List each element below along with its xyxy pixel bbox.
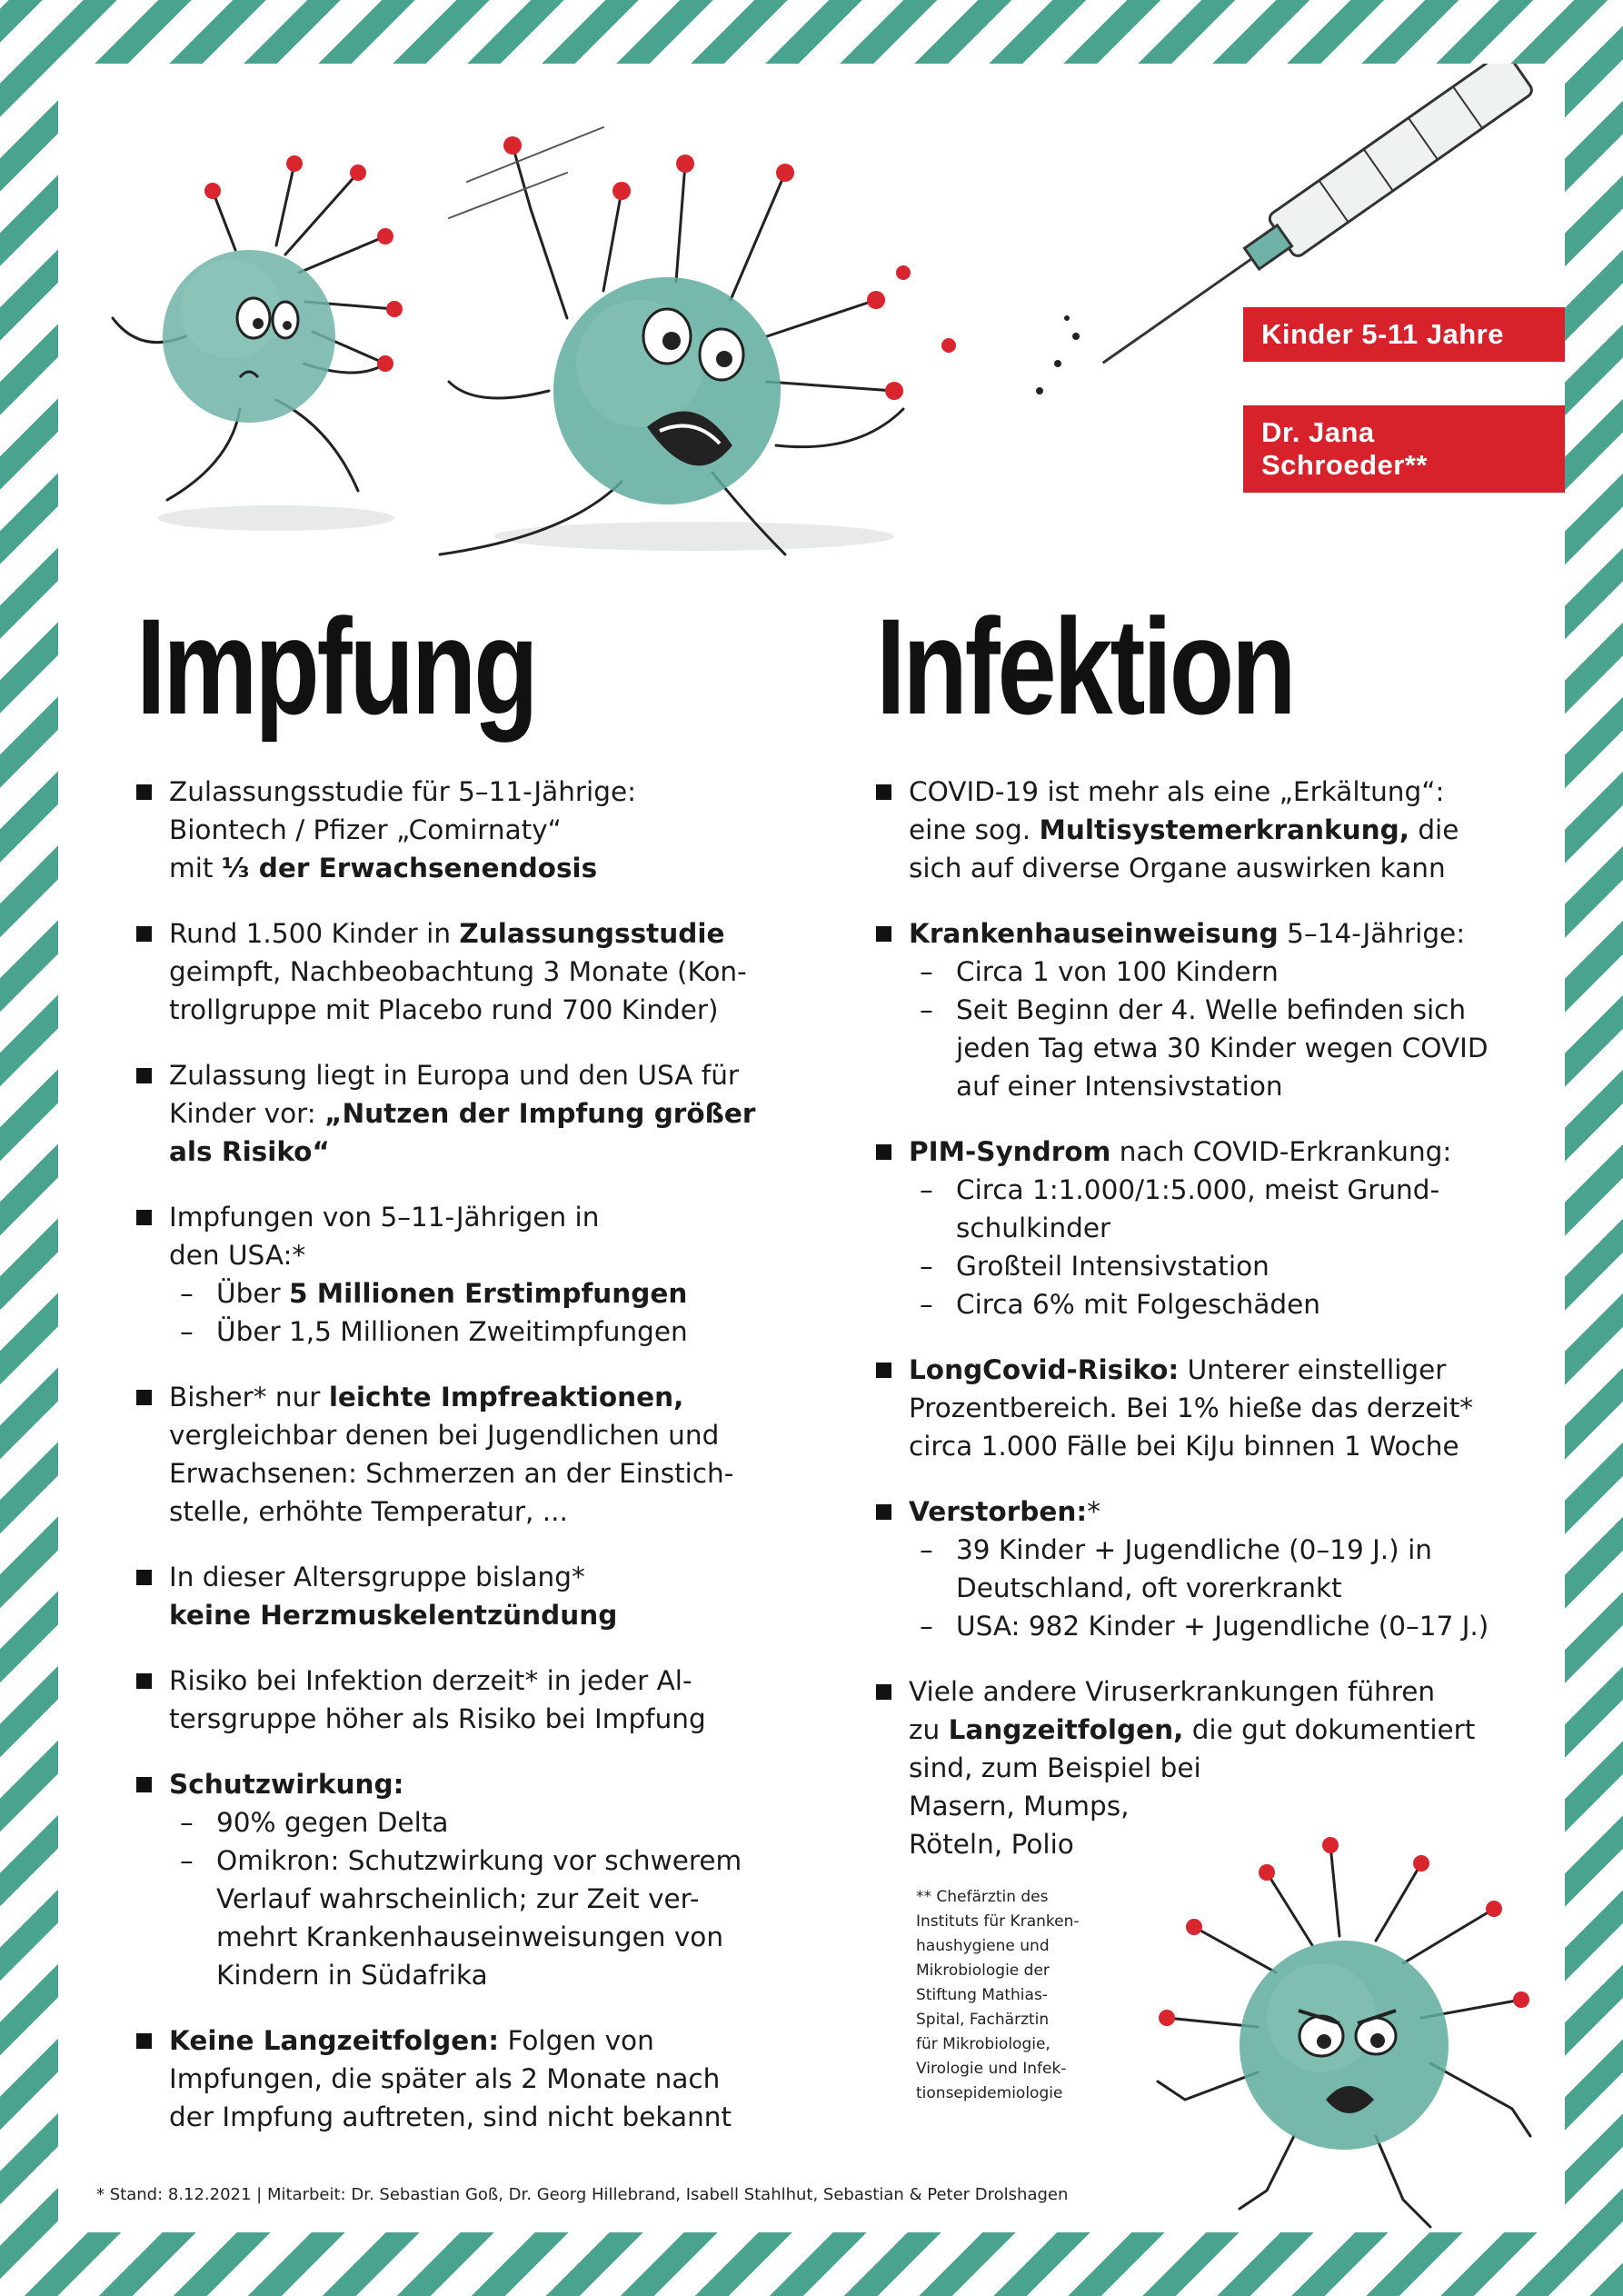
text: Masern, Mumps, xyxy=(909,1791,1130,1822)
infektion-list xyxy=(876,773,1512,1891)
bold-text: Multisystemerkrankung, xyxy=(1039,814,1409,845)
bold-text: „Nutzen der Impfung größer xyxy=(324,1098,756,1129)
text: stelle, erhöhte Temperatur, ... xyxy=(169,1496,568,1527)
list-item xyxy=(876,914,1512,1105)
text: Zulassung liegt in Europa und den USA für xyxy=(169,1060,740,1091)
bold-text: leichte Impfreaktionen, xyxy=(328,1382,684,1413)
bold-text: Verstorben: xyxy=(909,1496,1088,1527)
list-item xyxy=(136,914,772,1029)
text-line xyxy=(216,1313,772,1351)
bold-text: LongCovid-Risiko: xyxy=(909,1354,1180,1385)
list-item xyxy=(136,1378,772,1531)
list-item xyxy=(876,1492,1512,1645)
text: schulkinder xyxy=(956,1213,1111,1243)
text-line xyxy=(956,953,1512,991)
list-item xyxy=(136,1198,772,1351)
sub-list xyxy=(909,953,1512,1105)
bold-text: 5 Millionen Erstimpfungen xyxy=(288,1278,688,1309)
dash-bullet-icon: – xyxy=(180,1807,194,1838)
sub-list xyxy=(909,1531,1512,1645)
sub-list-item xyxy=(909,991,1512,1105)
text-line xyxy=(956,1285,1512,1323)
text: vergleichbar denen bei Jugendlichen und xyxy=(169,1420,720,1451)
text: Kinder vor: xyxy=(169,1098,325,1129)
square-bullet-icon xyxy=(136,1673,152,1689)
list-item xyxy=(876,1351,1512,1465)
text: zu xyxy=(909,1714,949,1745)
dash-bullet-icon: – xyxy=(920,1174,933,1205)
text-line xyxy=(909,1351,1512,1389)
text-line xyxy=(169,1133,772,1171)
text: Rund 1.500 Kinder in xyxy=(169,918,460,949)
text: den USA:* xyxy=(169,1240,306,1271)
text: Bisher* nur xyxy=(169,1382,329,1413)
dash-bullet-icon: – xyxy=(920,1534,933,1565)
text: Impfungen, die später als 2 Monate nach xyxy=(169,2063,721,2094)
text-line xyxy=(956,1171,1512,1209)
list-item xyxy=(876,773,1512,887)
dash-bullet-icon: – xyxy=(920,1611,933,1642)
list-item xyxy=(136,1558,772,1634)
list-item xyxy=(136,1662,772,1738)
footnote-line: tionsepidemiologie xyxy=(916,2084,1063,2102)
text-line xyxy=(169,1492,772,1531)
text: eine sog. xyxy=(909,814,1040,845)
text-line xyxy=(169,1056,772,1094)
text: 90% gegen Delta xyxy=(216,1807,449,1838)
square-bullet-icon xyxy=(876,1684,891,1700)
text: Circa 6% mit Folgeschäden xyxy=(956,1289,1320,1320)
footnote-line: für Mikrobiologie, xyxy=(916,2035,1050,2053)
text: tersgruppe höher als Risiko bei Impfung xyxy=(169,1703,706,1734)
text-line xyxy=(169,1416,772,1454)
footnote-line: Virologie und Infek- xyxy=(916,2060,1067,2078)
dash-bullet-icon: – xyxy=(180,1316,194,1347)
list-item xyxy=(136,1056,772,1171)
text: Viele andere Viruserkrankungen führen xyxy=(909,1676,1436,1707)
square-bullet-icon xyxy=(876,1144,891,1160)
text: Folgen von xyxy=(499,2025,654,2056)
text-line xyxy=(169,1700,772,1738)
square-bullet-icon xyxy=(876,926,891,942)
text: nach COVID-Erkrankung: xyxy=(1110,1136,1452,1167)
text-line xyxy=(909,1672,1512,1711)
sub-list-item xyxy=(909,1171,1512,1247)
square-bullet-icon xyxy=(136,1210,152,1225)
square-bullet-icon xyxy=(136,784,152,800)
dash-bullet-icon: – xyxy=(920,956,933,987)
text-line xyxy=(169,1596,772,1634)
text-line xyxy=(909,1492,1512,1531)
text-line xyxy=(169,1236,772,1274)
text: Verlauf wahrscheinlich; zur Zeit ver- xyxy=(216,1883,700,1914)
sub-list xyxy=(169,1803,772,1994)
dash-bullet-icon: – xyxy=(180,1845,194,1876)
text: Großteil Intensivstation xyxy=(956,1251,1270,1282)
text-line xyxy=(169,773,772,811)
text: USA: 982 Kinder + Jugendliche (0–17 J.) xyxy=(956,1611,1489,1642)
text-line xyxy=(909,914,1512,953)
text: COVID-19 ist mehr als eine „Erkältung“: xyxy=(909,776,1445,807)
text-line xyxy=(169,849,772,887)
square-bullet-icon xyxy=(136,1068,152,1083)
poster-page xyxy=(58,64,1565,2232)
bold-text: PIM-Syndrom xyxy=(909,1136,1111,1167)
bold-text: Schutzwirkung: xyxy=(169,1769,404,1800)
footnote-line: Mikrobiologie der xyxy=(916,1962,1050,1980)
sub-list-item xyxy=(169,1842,772,1994)
dash-bullet-icon: – xyxy=(920,994,933,1025)
sub-list-item xyxy=(169,1274,772,1313)
text: Kindern in Südafrika xyxy=(216,1960,488,1991)
sub-list-item xyxy=(909,1531,1512,1607)
text-line xyxy=(909,849,1512,887)
text-line xyxy=(216,1956,772,1994)
text-line xyxy=(909,811,1512,849)
running-virus-icon xyxy=(113,155,403,531)
text: die xyxy=(1409,814,1459,845)
text-line xyxy=(909,1133,1512,1171)
text: Seit Beginn der 4. Welle befinden sich xyxy=(956,994,1467,1025)
text-line xyxy=(169,991,772,1029)
impfung-list xyxy=(136,773,772,2163)
square-bullet-icon xyxy=(136,1777,152,1792)
text: mehrt Krankenhauseinweisungen von xyxy=(216,1922,724,1952)
list-item xyxy=(136,1765,772,1994)
text-line xyxy=(169,1198,772,1236)
text-line xyxy=(169,1454,772,1492)
text: sind, zum Beispiel bei xyxy=(909,1752,1201,1783)
square-bullet-icon xyxy=(136,1570,152,1585)
footnote-line: haushygiene und xyxy=(916,1937,1050,1955)
bold-text: ⅓ der Erwachsenendosis xyxy=(221,853,598,883)
bold-text: keine Herzmuskelentzündung xyxy=(169,1600,618,1631)
text-line xyxy=(909,1427,1512,1465)
text-line xyxy=(169,1378,772,1416)
text: * xyxy=(1087,1496,1100,1527)
text-line xyxy=(169,1558,772,1596)
text: Impfungen von 5–11-Jährigen in xyxy=(169,1202,600,1233)
footnote-line: Spital, Fachärztin xyxy=(916,2011,1050,2029)
text-line xyxy=(909,773,1512,811)
screaming-virus-icon xyxy=(440,127,956,554)
text-line xyxy=(956,1531,1512,1569)
text: Circa 1:1.000/1:5.000, meist Grund- xyxy=(956,1174,1440,1205)
square-bullet-icon xyxy=(876,784,891,800)
author-tag: Dr. Jana Schroeder** xyxy=(1243,405,1565,493)
text: Prozentbereich. Bei 1% hieße das derzeit* xyxy=(909,1393,1474,1423)
text: Über xyxy=(216,1278,289,1309)
footnote-line: ** Chefärztin des xyxy=(916,1888,1049,1906)
text: der Impfung auftreten, sind nicht bekannt xyxy=(169,2101,732,2132)
text-line xyxy=(169,953,772,991)
list-item xyxy=(136,773,772,887)
text-line xyxy=(169,914,772,953)
text: Omikron: Schutzwirkung vor schwerem xyxy=(216,1845,742,1876)
text: Zulassungsstudie für 5–11-Jährige: xyxy=(169,776,637,807)
square-bullet-icon xyxy=(136,1390,152,1405)
text: Erwachsenen: Schmerzen an der Einstich- xyxy=(169,1458,734,1489)
text-line xyxy=(956,1247,1512,1285)
text-line xyxy=(169,1662,772,1700)
text: sich auf diverse Organe auswirken kann xyxy=(909,853,1446,883)
text-line xyxy=(169,2021,772,2060)
dash-bullet-icon: – xyxy=(180,1278,194,1309)
sub-list-item xyxy=(909,1607,1512,1645)
dash-bullet-icon: – xyxy=(920,1251,933,1282)
text: Deutschland, oft vorerkrankt xyxy=(956,1572,1342,1603)
footnote-line: Stiftung Mathias- xyxy=(916,1986,1048,2004)
text-line xyxy=(216,1803,772,1842)
square-bullet-icon xyxy=(136,926,152,942)
text: jeden Tag etwa 30 Kinder wegen COVID xyxy=(956,1033,1489,1063)
text-line xyxy=(956,1569,1512,1607)
square-bullet-icon xyxy=(876,1363,891,1378)
text: mit xyxy=(169,853,222,883)
text: Risiko bei Infektion derzeit* in jeder Al- xyxy=(169,1665,692,1696)
sub-list-item xyxy=(169,1803,772,1842)
text-line xyxy=(909,1389,1512,1427)
infektion-heading: Infektion xyxy=(876,590,1294,743)
text: In dieser Altersgruppe bislang* xyxy=(169,1562,585,1592)
text-line xyxy=(956,1209,1512,1247)
text: 5–14-Jährige: xyxy=(1278,918,1466,949)
angry-virus-icon xyxy=(1130,1772,1558,2232)
text-line xyxy=(169,2098,772,2136)
text-line xyxy=(169,1094,772,1133)
text: geimpft, Nachbeobachtung 3 Monate (Kon- xyxy=(169,956,747,987)
text-line xyxy=(956,991,1512,1029)
footnote-line: Instituts für Kranken- xyxy=(916,1912,1080,1931)
text: Biontech / Pfizer „Comirnaty“ xyxy=(169,814,562,845)
text-line xyxy=(956,1067,1512,1105)
square-bullet-icon xyxy=(876,1504,891,1520)
text-line xyxy=(216,1274,772,1313)
text-line xyxy=(216,1918,772,1956)
list-item xyxy=(136,2021,772,2136)
text: die gut dokumentiert xyxy=(1183,1714,1476,1745)
text: trollgruppe mit Placebo rund 700 Kinder) xyxy=(169,994,719,1025)
text-line xyxy=(216,1842,772,1880)
list-item xyxy=(876,1133,1512,1323)
bold-text: Zulassungsstudie xyxy=(459,918,725,949)
text-line xyxy=(169,1765,772,1803)
text-line xyxy=(169,811,772,849)
dash-bullet-icon: – xyxy=(920,1289,933,1320)
text-line xyxy=(956,1607,1512,1645)
bold-text: Langzeitfolgen, xyxy=(948,1714,1184,1745)
text: Circa 1 von 100 Kindern xyxy=(956,956,1279,987)
text: Über 1,5 Millionen Zweitimpfungen xyxy=(216,1316,688,1347)
sub-list xyxy=(909,1171,1512,1323)
bold-text: Krankenhauseinweisung xyxy=(909,918,1279,949)
text: Unterer einstelliger xyxy=(1179,1354,1447,1385)
text-line xyxy=(169,2060,772,2098)
text: circa 1.000 Fälle bei KiJu binnen 1 Woche xyxy=(909,1431,1459,1462)
bold-text: als Risiko“ xyxy=(169,1136,330,1167)
stand-note: * Stand: 8.12.2021 | Mitarbeit: Dr. Sebastian Goß, Dr. Georg Hillebrand, Isabell Stahlhut, Sebastian & Peter Drolshagen xyxy=(96,2185,1069,2204)
text: 39 Kinder + Jugendliche (0–19 J.) in xyxy=(956,1534,1432,1565)
sub-list-item xyxy=(909,953,1512,991)
age-tag: Kinder 5-11 Jahre xyxy=(1243,307,1565,362)
sub-list-item xyxy=(909,1285,1512,1323)
text-line xyxy=(216,1880,772,1918)
text: auf einer Intensivstation xyxy=(956,1071,1283,1102)
sub-list-item xyxy=(169,1313,772,1351)
sub-list xyxy=(169,1274,772,1351)
text: Röteln, Polio xyxy=(909,1829,1074,1860)
bold-text: Keine Langzeitfolgen: xyxy=(169,2025,500,2056)
impfung-heading: Impfung xyxy=(136,590,536,743)
text-line xyxy=(956,1029,1512,1067)
author-footnote xyxy=(916,1885,1116,2106)
sub-list-item xyxy=(909,1247,1512,1285)
square-bullet-icon xyxy=(136,2033,152,2049)
text-line xyxy=(909,1711,1512,1749)
